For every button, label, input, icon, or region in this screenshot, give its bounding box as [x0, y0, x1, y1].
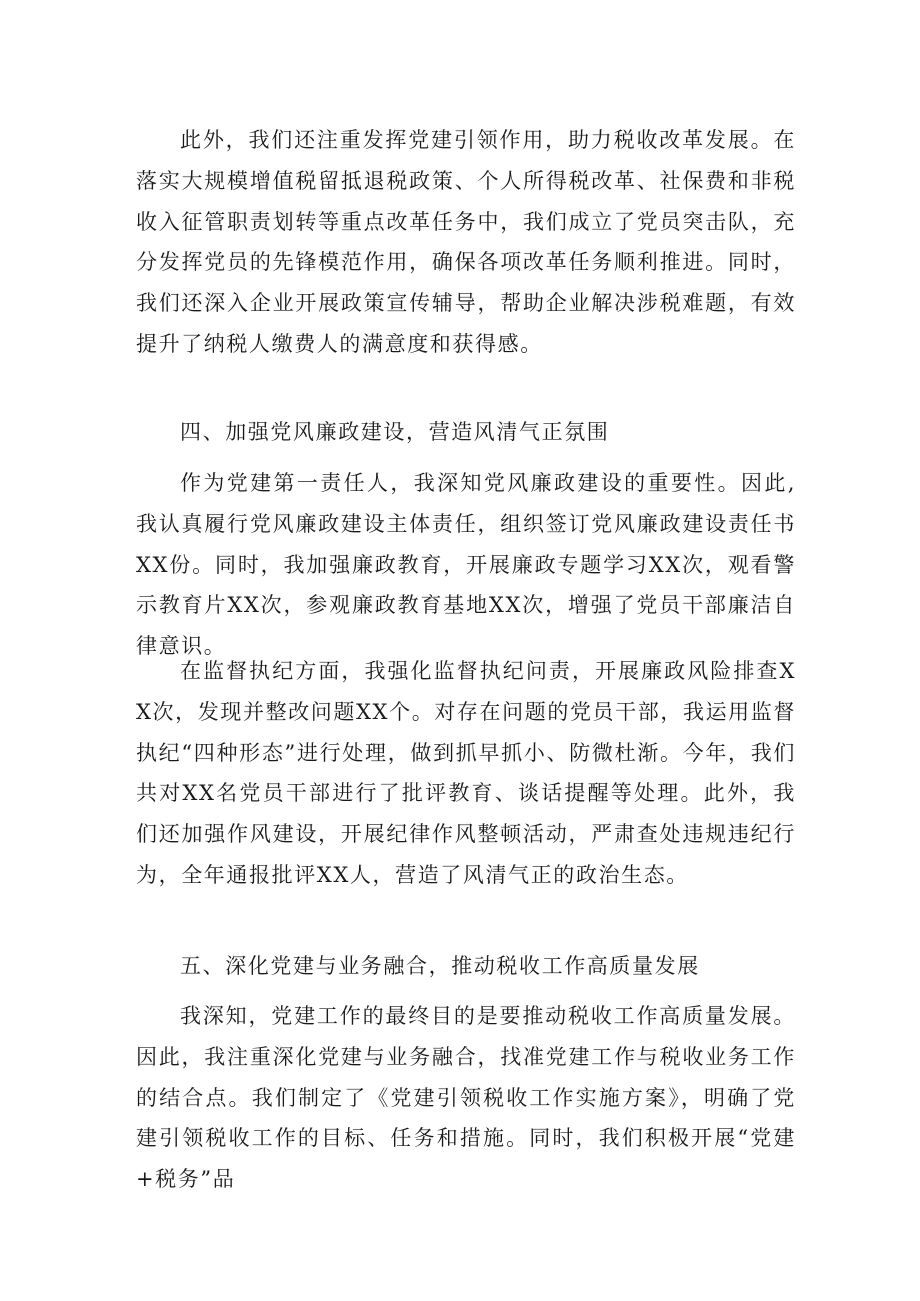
paragraph-supervision-discipline: 在监督执纪方面，我强化监督执纪问责，开展廉政风险排查XX次，发现并整改问题XX个。对存在问题的党员干部，我运用监督执纪“四种形态”进行处理，做到抓早抓小、防微杜渐。今年，我们共对XX名党员干部进行了批评教育、谈话提醒等处理。此外，我们还加强作风建设，开展纪律作风整顿活动，严肃查处违规违纪行为，全年通报批评XX人，营造了风清气正的政治生态。	[136, 659, 796, 887]
paragraph-integrity-responsibility: 作为党建第一责任人，我深知党风廉政建设的重要性。因此,我认真履行党风廉政建设主体责任，组织签订党风廉政建设责任书XX份。同时，我加强廉政教育，开展廉政专题学习XX次，观看警示教育片XX次，参观廉政教育基地XX次，增强了党员干部廉洁自律意识。	[136, 471, 796, 659]
paragraph-party-business-integration: 我深知，党建工作的最终目的是要推动税收工作高质量发展。因此，我注重深化党建与业务融合，找准党建工作与税收业务工作的结合点。我们制定了《党建引领税收工作实施方案》，明确了党建引领税收工作的目标、任务和措施。同时，我们积极开展“党建+税务”品	[136, 1004, 796, 1192]
section-heading-integrity: 四、加强党风廉政建设，营造风清气正氛围	[180, 420, 610, 444]
paragraph-reform-support: 此外，我们还注重发挥党建引领作用，助力税收改革发展。在落实大规模增值税留抵退税政策、个人所得税改革、社保费和非税收入征管职责划转等重点改革任务中，我们成立了党员突击队，充分发挥党员的先锋模范作用，确保各项改革任务顺利推进。同时，我们还深入企业开展政策宣传辅导，帮助企业解决涉税难题，有效提升了纳税人缴费人的满意度和获得感。	[136, 128, 796, 356]
section-heading-integration: 五、深化党建与业务融合，推动税收工作高质量发展	[180, 954, 700, 978]
